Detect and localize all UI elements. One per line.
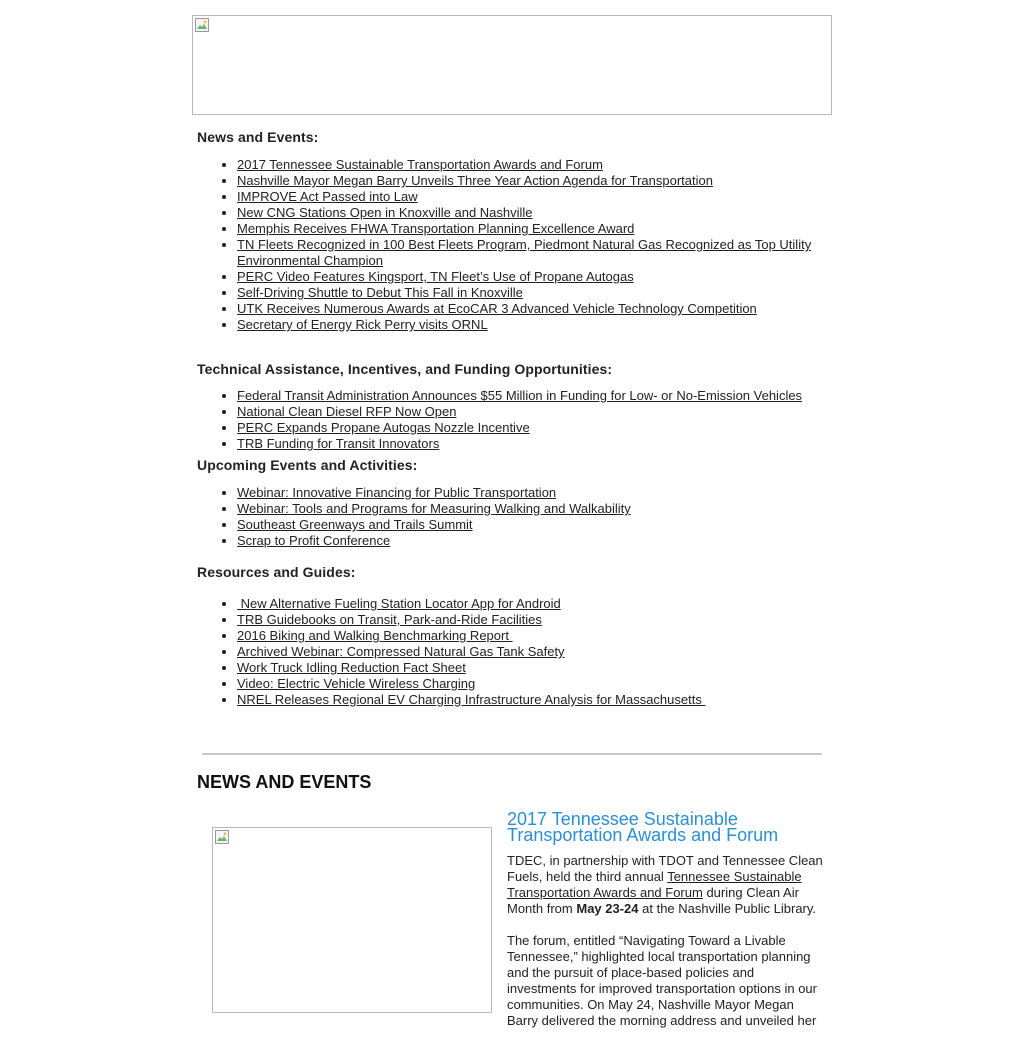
list-item bbox=[237, 644, 867, 660]
event-link[interactable]: Southeast Greenways and Trails Summit bbox=[237, 517, 473, 532]
news-link[interactable]: 2017 Tennessee Sustainable Transportation Awards and Forum bbox=[237, 157, 603, 172]
funding-link[interactable]: Federal Transit Administration Announces $55 Million in Funding for Low- or No-Emission Vehicles bbox=[237, 388, 803, 403]
event-link[interactable]: Webinar: Tools and Programs for Measuring Walking and Walkability bbox=[237, 501, 631, 516]
resources-section-title: Resources and Guides: bbox=[197, 564, 356, 580]
list-item bbox=[237, 660, 867, 676]
story-text: TDEC, in partnership with TDOT and Tennessee Clean Fuels, held the third annual bbox=[507, 853, 823, 884]
list-item bbox=[237, 628, 867, 644]
list-item bbox=[237, 533, 867, 549]
list-item bbox=[237, 237, 867, 269]
broken-image-icon bbox=[195, 18, 209, 32]
funding-link[interactable]: National Clean Diesel RFP Now Open bbox=[237, 404, 457, 419]
list-item bbox=[237, 205, 867, 221]
newsletter bbox=[192, 15, 832, 1028]
list-item bbox=[237, 221, 867, 237]
story-text: at the Nashville Public Library. bbox=[638, 901, 817, 916]
news-list bbox=[197, 157, 867, 333]
list-item bbox=[237, 501, 867, 517]
story-link[interactable]: Tennessee Sustainable Transportation Awards and Forum bbox=[507, 869, 802, 900]
resource-link[interactable]: TRB Guidebooks on Transit, Park-and-Ride Facilities bbox=[237, 612, 542, 627]
news-link[interactable]: Memphis Receives FHWA Transportation Planning Excellence Award bbox=[237, 221, 635, 236]
list-item bbox=[237, 317, 867, 333]
event-link[interactable]: Webinar: Innovative Financing for Public Transportation bbox=[237, 485, 557, 500]
story-date: May 23-24 bbox=[576, 901, 639, 916]
news-and-events-heading: NEWS AND EVENTS bbox=[197, 772, 372, 792]
list-item bbox=[237, 676, 867, 692]
news-link[interactable]: UTK Receives Numerous Awards at EcoCAR 3 Advanced Vehicle Technology Competition bbox=[237, 301, 757, 316]
resource-link[interactable]: NREL Releases Regional EV Charging Infrastructure Analysis for Massachusetts bbox=[237, 692, 706, 707]
list-item bbox=[237, 388, 867, 404]
events-list bbox=[197, 485, 867, 549]
list-item bbox=[237, 301, 867, 317]
news-link[interactable]: TN Fleets Recognized in 100 Best Fleets Program, Piedmont Natural Gas Recognized as Top Utility Environmental Champion bbox=[237, 237, 812, 268]
news-link[interactable]: Nashville Mayor Megan Barry Unveils Three Year Action Agenda for Transportation bbox=[237, 173, 713, 188]
list-item bbox=[237, 189, 867, 205]
list-item bbox=[237, 285, 867, 301]
list-item bbox=[237, 269, 867, 285]
news-link[interactable]: Self-Driving Shuttle to Debut This Fall in Knoxville bbox=[237, 285, 523, 300]
header-banner-image bbox=[192, 15, 832, 115]
list-item bbox=[237, 517, 867, 533]
event-link[interactable]: Scrap to Profit Conference bbox=[237, 533, 391, 548]
funding-section-title: Technical Assistance, Incentives, and Funding Opportunities: bbox=[197, 361, 613, 377]
resource-link[interactable]: 2016 Biking and Walking Benchmarking Report bbox=[237, 628, 513, 643]
list-item bbox=[237, 173, 867, 189]
story-image bbox=[212, 827, 492, 1013]
story-paragraph: The forum, entitled “Navigating Toward a Livable Tennessee,” highlighted local transportation planning and the pursuit of place-based policies and investments for improved transportation options in our communities. On May 24, Nashville Mayor Megan Barry delivered the morning address and unveiled her bbox=[507, 933, 817, 1028]
news-section-title: News and Events: bbox=[197, 129, 319, 145]
list-item bbox=[237, 596, 867, 612]
resource-link[interactable]: Work Truck Idling Reduction Fact Sheet bbox=[237, 660, 466, 675]
story-text: during Clean Air Month from bbox=[507, 885, 799, 916]
events-section-title: Upcoming Events and Activities: bbox=[197, 457, 418, 473]
section-divider bbox=[202, 753, 822, 755]
list-item bbox=[237, 692, 867, 708]
list-item bbox=[237, 157, 867, 173]
broken-image-icon bbox=[215, 830, 229, 844]
resource-link[interactable]: New Alternative Fueling Station Locator App for Android bbox=[237, 596, 561, 611]
story-paragraph bbox=[507, 853, 827, 917]
funding-link[interactable]: TRB Funding for Transit Innovators bbox=[237, 436, 440, 451]
news-link[interactable]: Secretary of Energy Rick Perry visits ORNL bbox=[237, 317, 488, 332]
news-link[interactable]: New CNG Stations Open in Knoxville and Nashville bbox=[237, 205, 533, 220]
list-item bbox=[237, 436, 867, 452]
list-item bbox=[237, 485, 867, 501]
story-title: 2017 Tennessee Sustainable Transportation Awards and Forum bbox=[507, 809, 779, 845]
news-link[interactable]: IMPROVE Act Passed into Law bbox=[237, 189, 418, 204]
list-item bbox=[237, 404, 867, 420]
list-item bbox=[237, 612, 867, 628]
list-item bbox=[237, 420, 867, 436]
resources-list bbox=[197, 596, 867, 708]
resource-link[interactable]: Video: Electric Vehicle Wireless Charging bbox=[237, 676, 476, 691]
story-body bbox=[507, 811, 827, 1045]
news-link[interactable]: PERC Video Features Kingsport, TN Fleet’s Use of Propane Autogas bbox=[237, 269, 634, 284]
funding-link[interactable]: PERC Expands Propane Autogas Nozzle Incentive bbox=[237, 420, 530, 435]
resource-link[interactable]: Archived Webinar: Compressed Natural Gas Tank Safety bbox=[237, 644, 565, 659]
funding-list bbox=[197, 388, 867, 452]
